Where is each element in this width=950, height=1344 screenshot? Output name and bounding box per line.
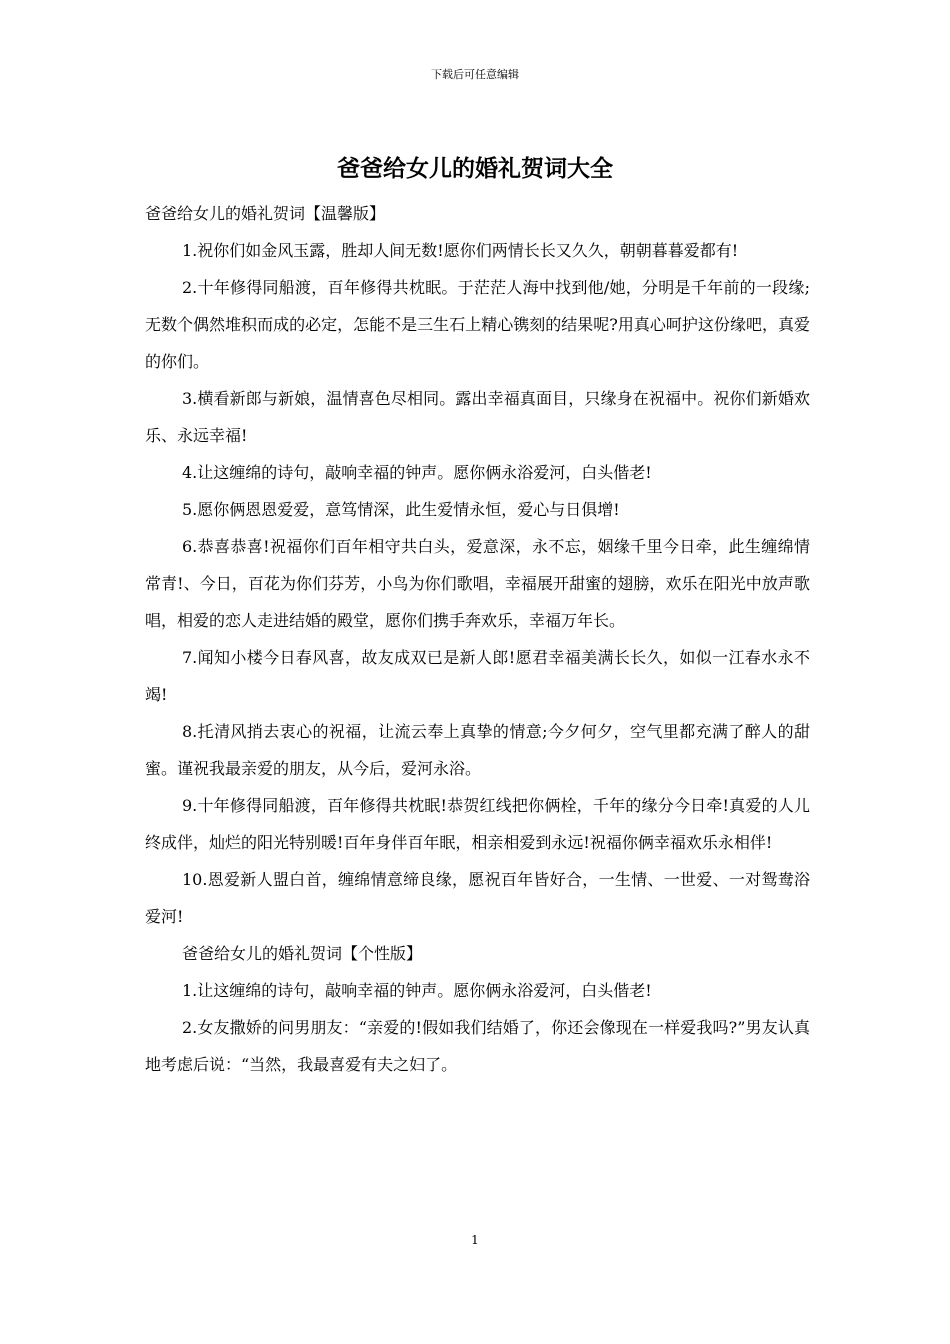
page-header-note: 下载后可任意编辑 [431, 68, 519, 81]
paragraph-item: 9.十年修得同船渡，百年修得共枕眠!恭贺红线把你俩栓，千年的缘分今日牵!真爱的人儿终成伴，灿烂的阳光特别暖!百年身伴百年眠，相亲相爱到永远!祝福你俩幸福欢乐永相伴! [145, 796, 810, 852]
paragraph-item: 8.托清风捎去衷心的祝福，让流云奉上真挚的情意;今夕何夕，空气里都充满了醉人的甜蜜。谨祝我最亲爱的朋友，从今后，爱河永浴。 [145, 722, 810, 778]
paragraph-item: 7.闻知小楼今日春风喜，故友成双已是新人郎!愿君幸福美满长长久，如似一江春水永不竭! [145, 648, 810, 704]
document-body [145, 195, 810, 1083]
section-heading-personal: 爸爸给女儿的婚礼贺词【个性版】 [182, 944, 423, 963]
paragraph-item: 6.恭喜恭喜!祝福你们百年相守共白头，爱意深，永不忘，姻缘千里今日牵，此生缠绵情常青!、今日，百花为你们芬芳，小鸟为你们歌唱，幸福展开甜蜜的翅膀，欢乐在阳光中放声歌唱，相爱的恋人走进结婚的殿堂，愿你们携手奔欢乐，幸福万年长。 [145, 537, 810, 630]
page-number: 1 [471, 1233, 479, 1247]
paragraph-item: 4.让这缠绵的诗句，敲响幸福的钟声。愿你俩永浴爱河，白头偕老! [182, 463, 652, 482]
paragraph-item: 10.恩爱新人盟白首，缠绵情意缔良缘，愿祝百年皆好合，一生情、一世爱、一对鸳鸯浴爱河! [145, 870, 810, 926]
paragraph-item: 5.愿你俩恩恩爱爱，意笃情深，此生爱情永恒，爱心与日俱增! [182, 500, 620, 519]
paragraph-item: 1.让这缠绵的诗句，敲响幸福的钟声。愿你俩永浴爱河，白头偕老! [182, 981, 652, 1000]
paragraph-item: 1.祝你们如金风玉露，胜却人间无数!愿你们两情长长又久久，朝朝暮暮爱都有! [182, 241, 739, 260]
section-heading-warm: 爸爸给女儿的婚礼贺词【温馨版】 [145, 204, 386, 223]
paragraph-item: 2.十年修得同船渡，百年修得共枕眠。于茫茫人海中找到他/她，分明是千年前的一段缘;无数个偶然堆积而成的必定，怎能不是三生石上精心镌刻的结果呢?用真心呵护这份缘吧，真爱的你们。 [145, 278, 810, 371]
paragraph-item: 3.横看新郎与新娘，温情喜色尽相同。露出幸福真面目，只缘身在祝福中。祝你们新婚欢乐、永远幸福! [145, 389, 810, 445]
document-title: 爸爸给女儿的婚礼贺词大全 [337, 156, 613, 182]
paragraph-item: 2.女友撒娇的问男朋友：“亲爱的!假如我们结婚了，你还会像现在一样爱我吗?”男友认真地考虑后说：“当然，我最喜爱有夫之妇了。 [145, 1018, 810, 1074]
